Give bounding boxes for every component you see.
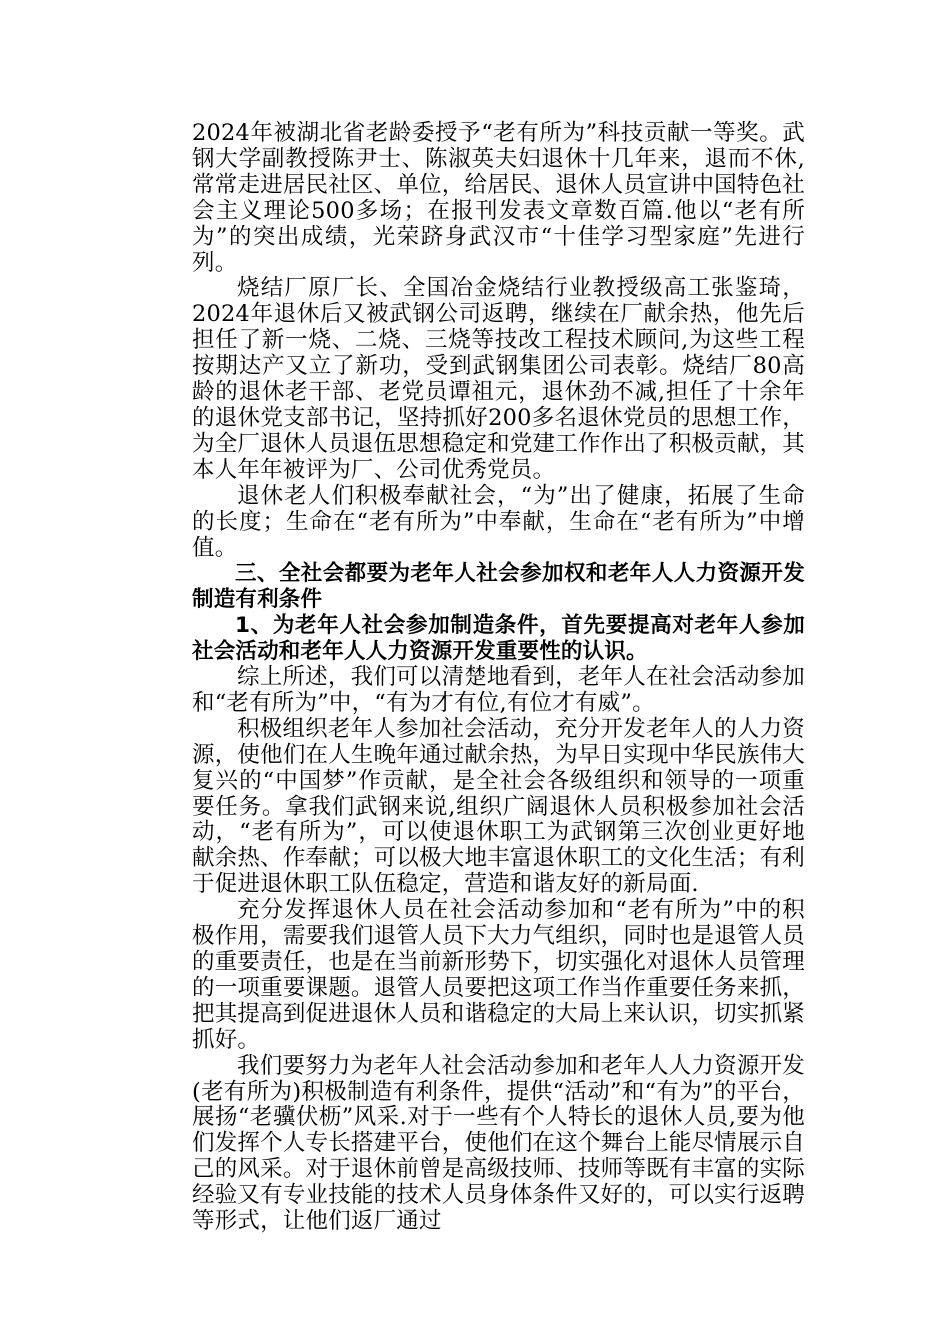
document-page — [192, 121, 805, 1235]
paragraph-organize-elderly: 积极组织老年人参加社会活动，充分开发老年人的人力资源，使他们在人生晚年通过献余热，为早日实现中华民族伟大复兴的“中国梦”作贡献，是全社会各级组织和领导的一项重要任务。拿我们武钢来说,组织广阔退休人员积极参加社会活动，“老有所为”，可以使退休职工为武钢第三次创业更好地献余热、作奉献；可以极大地丰富退休职工的文化生活；有利于促进退休职工队伍稳定，营造和谐友好的新局面. — [192, 715, 805, 898]
paragraph-create-conditions: 我们要努力为老年人社会活动参加和老年人人力资源开发(老有所为)积极制造有利条件，提供“活动”和“有为”的平台，展扬“老骥伏枥”风采.对于一些有个人特长的退休人员,要为他们发挥个人专长搭建平台，使他们在这个舞台上能尽情展示自己的风采。对于退休前曾是高级技师、技师等既有丰富的实际经验又有专业技能的技术人员身体条件又好的，可以实行返聘等形式，让他们返厂通过 — [192, 1052, 805, 1235]
paragraph-award-text: 2024年被湖北省老龄委授予“老有所为”科技贡献一等奖。武钢大学副教授陈尹士、陈淑英夫妇退休十几年来，退而不休,常常走进居民社区、单位，给居民、退休人员宣讲中国特色社会主义理论500多场；在报刊发表文章数百篇.他以“老有所为”的突出成绩，光荣跻身武汉市“十佳学习型家庭”先进行列。 — [192, 120, 805, 276]
paragraph-summary: 综上所述，我们可以清楚地看到，老年人在社会活动参加和“老有所为”中，“有为才有位,有位才有威”。 — [192, 664, 805, 716]
paragraph-sintering-plant: 烧结厂原厂长、全国冶金烧结行业教授级高工张鉴琦，2024年退休后又被武钢公司返聘，继续在厂献余热，他先后担任了新一烧、二烧、三烧等技改工程技术顾问,为这些工程按期达产又立了新功，受到武钢集团公司表彰。烧结厂80高龄的退休老干部、老党员谭祖元，退休劲不减,担任了十余年的退休党支部书记，坚持抓好200多名退休党员的思想工作，为全厂退休人员退伍思想稳定和党建工作作出了积极贡献，其本人年年被评为厂、公司优秀党员。 — [192, 275, 805, 483]
section-heading-3: 三、全社会都要为老年人社会参加权和老年人人力资源开发制造有利条件 — [192, 561, 805, 613]
subsection-heading-1: 1、为老年人社会参加制造条件，首先要提高对老年人参加社会活动和老年人人力资源开发重要性的认识。 — [192, 613, 805, 665]
paragraph-retiree-management: 充分发挥退休人员在社会活动参加和“老有所为”中的积极作用，需要我们退管人员下大力气组织，同时也是退管人员的重要责任，也是在当前新形势下，切实强化对退休人员管理的一项重要课题。退管人员要把这项工作当作重要任务来抓，把其提高到促进退休人员和谐稳定的大局上来认识，切实抓紧抓好。 — [192, 897, 805, 1053]
paragraph-retirees-contribution: 退休老人们积极奉献社会，“为”出了健康，拓展了生命的长度；生命在“老有所为”中奉献，生命在“老有所为”中增值。 — [192, 482, 805, 561]
